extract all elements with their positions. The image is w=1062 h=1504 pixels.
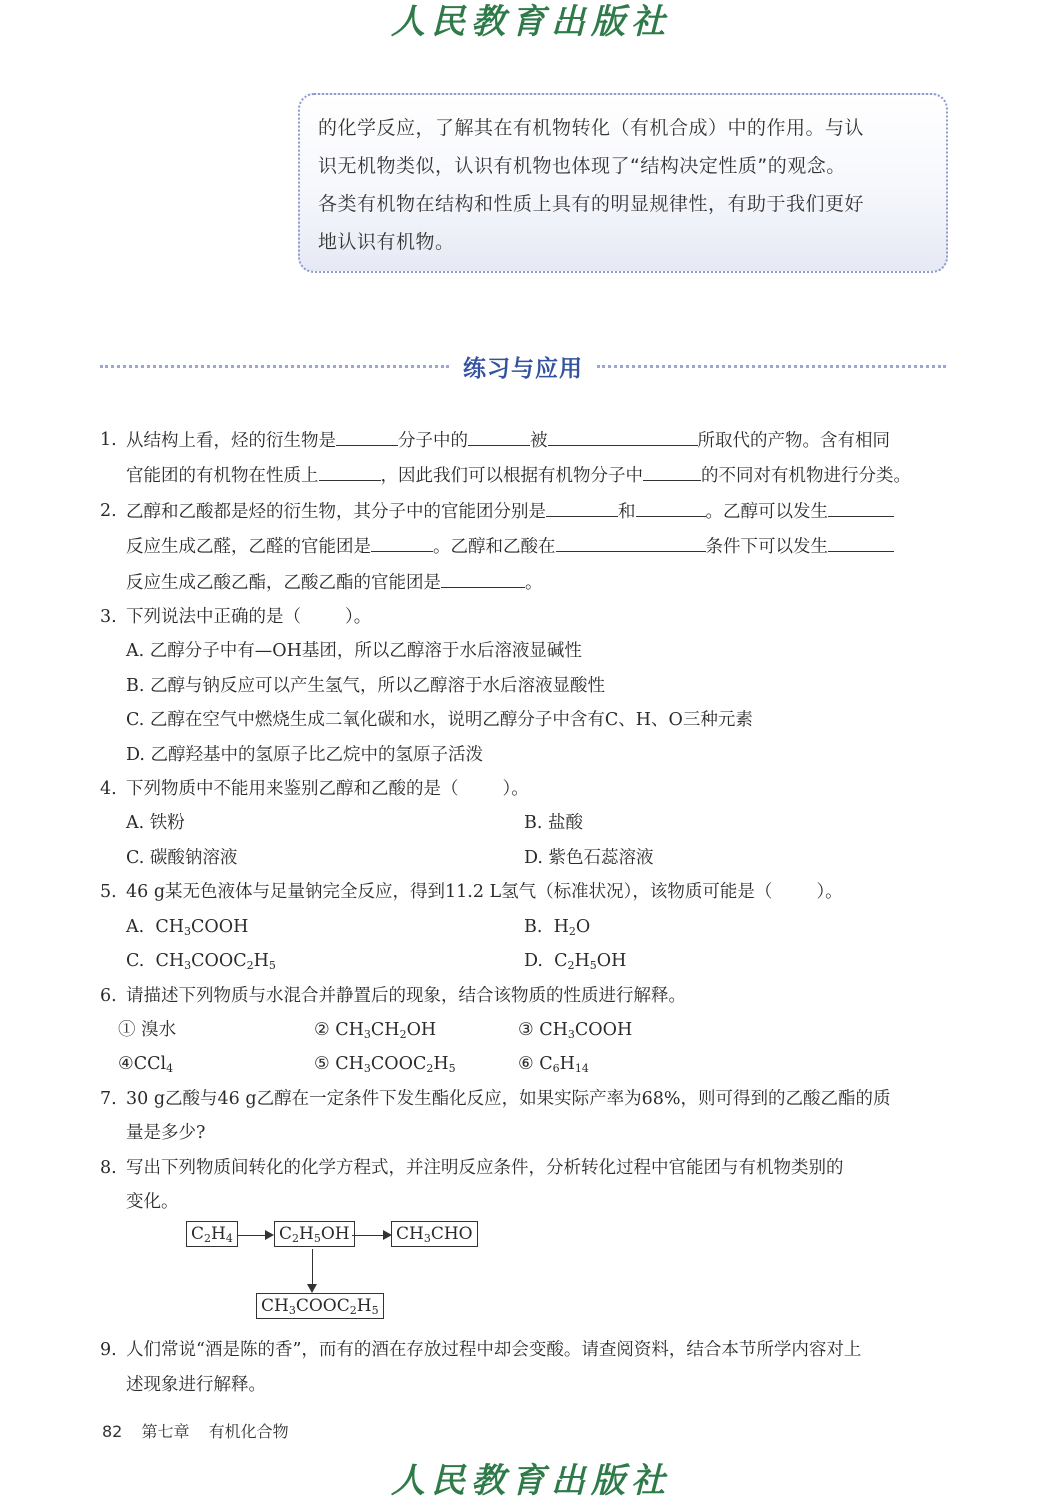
dotted-rule-left bbox=[100, 365, 449, 368]
question-number: 3. bbox=[100, 607, 117, 628]
q1-text: 从结构上看，烃的衍生物是 bbox=[126, 431, 336, 451]
q9-line: 述现象进行解释。 bbox=[126, 1374, 266, 1395]
q2-text: 反应生成乙酸乙酯，乙酸乙酯的官能团是 bbox=[126, 572, 441, 593]
summary-callout bbox=[298, 93, 948, 273]
page-footer bbox=[102, 1419, 303, 1442]
node-acetaldehyde: $CH_3CHO$ bbox=[391, 1221, 478, 1247]
option-d: D. 紫色石蕊溶液 bbox=[524, 847, 654, 868]
option-a: A. $CH_3COOH$ bbox=[126, 916, 249, 938]
q1-text: 被 bbox=[530, 431, 548, 451]
q5-stem-end: ）。 bbox=[816, 882, 843, 903]
item-label: ④ bbox=[118, 1054, 134, 1075]
substance-6: ⑥ $C_6H_{14}$ bbox=[518, 1054, 589, 1076]
option-label: D. bbox=[524, 951, 543, 972]
substance-2: ② $CH_3CH_2OH$ bbox=[314, 1019, 437, 1041]
answer-blank[interactable] bbox=[828, 494, 894, 517]
q1-text: 分子中的 bbox=[398, 431, 468, 451]
answer-blank[interactable] bbox=[371, 529, 433, 552]
question-number: 8. bbox=[100, 1157, 117, 1178]
answer-blank[interactable] bbox=[548, 423, 698, 446]
q2-text: 。 bbox=[525, 572, 543, 593]
question-number: 7. bbox=[100, 1088, 117, 1109]
q7-line: 量是多少? bbox=[126, 1123, 206, 1144]
item-label: ③ bbox=[518, 1019, 534, 1040]
options-grid bbox=[100, 806, 948, 875]
answer-blank[interactable] bbox=[556, 529, 706, 552]
substance-1: ① 溴水 bbox=[118, 1019, 177, 1040]
callout-line: 各类有机物在结构和性质上具有的明显规律性，有助于我们更好 bbox=[318, 193, 865, 215]
section-title: 练习与应用 bbox=[463, 355, 583, 382]
conversion-flowchart bbox=[100, 1219, 948, 1333]
option-a: A. 乙醇分子中有—OH基团，所以乙醇溶于水后溶液显碱性 bbox=[126, 641, 582, 662]
q4-stem: 下列物质中不能用来鉴别乙醇和乙酸的是（ bbox=[126, 779, 459, 800]
q4-stem-end: ）。 bbox=[502, 779, 529, 800]
q5-stem: 46 g某无色液体与足量钠完全反应，得到11.2 L氢气（标准状况），该物质可能是（ bbox=[126, 882, 773, 903]
answer-blank[interactable] bbox=[828, 529, 894, 552]
page-number: 82 bbox=[102, 1422, 123, 1441]
answer-blank[interactable] bbox=[468, 423, 530, 446]
q8-line: 变化。 bbox=[126, 1191, 179, 1212]
option-c: C. 乙醇在空气中燃烧生成二氧化碳和水，说明乙醇分子中含有C、H、O三种元素 bbox=[126, 710, 753, 731]
question-3 bbox=[100, 600, 948, 634]
callout-line: 地认识有机物。 bbox=[318, 231, 455, 253]
q2-text: 条件下可以发生 bbox=[705, 537, 828, 558]
question-4 bbox=[100, 772, 948, 806]
item-label: ⑥ bbox=[518, 1054, 534, 1075]
dotted-rule-right bbox=[597, 365, 946, 368]
question-number: 5. bbox=[100, 882, 117, 903]
question-2 bbox=[100, 494, 948, 600]
answer-blank[interactable] bbox=[636, 494, 706, 517]
question-7 bbox=[100, 1082, 948, 1151]
option-c: C. $CH_3COOC_2H_5$ bbox=[126, 951, 276, 973]
substance-4: ④CCl$_4$ bbox=[118, 1054, 174, 1076]
publisher-logo-bottom: 人民教育出版社 bbox=[391, 1461, 671, 1501]
q2-text: 。乙醇和乙酸在 bbox=[433, 537, 556, 558]
question-number: 1. bbox=[100, 430, 117, 450]
option-a: A. 铁粉 bbox=[126, 813, 185, 834]
answer-blank[interactable] bbox=[546, 494, 618, 517]
answer-blank[interactable] bbox=[643, 458, 701, 481]
q3-stem: 下列说法中正确的是（ bbox=[126, 607, 301, 628]
q1-text: 所取代的产物。含有相同 bbox=[697, 431, 890, 451]
q6-stem: 请描述下列物质与水混合并静置后的现象，结合该物质的性质进行解释。 bbox=[126, 985, 686, 1006]
question-8 bbox=[100, 1151, 948, 1220]
callout-line: 识无机物类似，认识有机物也体现了“结构决定性质”的观念。 bbox=[318, 155, 846, 177]
arrow-down-icon bbox=[312, 1249, 313, 1291]
question-6 bbox=[100, 979, 948, 1013]
section-header bbox=[100, 349, 946, 383]
question-number: 6. bbox=[100, 985, 117, 1006]
substance-grid bbox=[100, 1013, 948, 1082]
q1-text: 的不同对有机物进行分类。 bbox=[701, 466, 911, 487]
question-number: 4. bbox=[100, 779, 117, 800]
q9-line: 人们常说“酒是陈的香”，而有的酒在存放过程中却会变酸。请查阅资料，结合本节所学内容对上 bbox=[126, 1340, 862, 1361]
option-label: A. bbox=[126, 916, 145, 937]
callout-line: 的化学反应，了解其在有机物转化（有机合成）中的作用。与认 bbox=[318, 117, 865, 139]
answer-blank[interactable] bbox=[319, 458, 381, 481]
question-5 bbox=[100, 875, 948, 909]
item-label: ② bbox=[314, 1019, 330, 1040]
option-label: C. bbox=[126, 951, 145, 972]
q2-text: 反应生成乙醛，乙醛的官能团是 bbox=[126, 537, 371, 558]
node-ethanol: $C_2H_5OH$ bbox=[274, 1221, 355, 1247]
node-ethene: $C_2H_4$ bbox=[186, 1221, 238, 1247]
exercise-list bbox=[100, 423, 948, 1402]
arrow-right-icon bbox=[238, 1235, 272, 1236]
question-number: 2. bbox=[100, 500, 117, 521]
option-b: B. 乙醇与钠反应可以产生氢气，所以乙醇溶于水后溶液显酸性 bbox=[126, 675, 605, 696]
answer-blank[interactable] bbox=[336, 423, 398, 446]
chapter-title: 有机化合物 bbox=[208, 1422, 289, 1441]
q8-line: 写出下列物质间转化的化学方程式，并注明反应条件，分析转化过程中官能团与有机物类别的 bbox=[126, 1157, 844, 1178]
option-b: B. 盐酸 bbox=[524, 813, 583, 834]
node-ethyl-acetate: $CH_3COOC_2H_5$ bbox=[256, 1293, 384, 1319]
question-9 bbox=[100, 1333, 948, 1402]
option-d: D. $C_2H_5OH$ bbox=[524, 951, 627, 973]
q3-stem-end: ）。 bbox=[345, 607, 372, 628]
q2-text: 和 bbox=[618, 501, 636, 522]
options-grid bbox=[100, 910, 948, 979]
question-1 bbox=[100, 423, 948, 494]
answer-blank[interactable] bbox=[441, 565, 525, 588]
publisher-logo-top: 人民教育出版社 bbox=[391, 2, 671, 42]
q7-line: 30 g乙酸与46 g乙醇在一定条件下发生酯化反应，如果实际产率为68%，则可得到的乙酸乙酯的质 bbox=[126, 1088, 891, 1109]
chapter-label: 第七章 bbox=[141, 1422, 190, 1441]
option-d: D. 乙醇羟基中的氢原子比乙烷中的氢原子活泼 bbox=[126, 744, 484, 765]
q1-text: 官能团的有机物在性质上 bbox=[126, 466, 319, 487]
option-b: B. $H_2O$ bbox=[524, 916, 591, 938]
substance-3: ③ $CH_3COOH$ bbox=[518, 1019, 633, 1041]
q1-text: ，因此我们可以根据有机物分子中 bbox=[380, 466, 643, 487]
q2-text: 。乙醇可以发生 bbox=[705, 501, 828, 522]
item-label: ⑤ bbox=[314, 1054, 330, 1075]
option-label: B. bbox=[524, 916, 543, 937]
arrow-right-icon bbox=[352, 1235, 390, 1236]
option-c: C. 碳酸钠溶液 bbox=[126, 847, 238, 868]
q2-text: 乙醇和乙酸都是烃的衍生物，其分子中的官能团分别是 bbox=[126, 501, 546, 522]
question-number: 9. bbox=[100, 1340, 117, 1361]
substance-5: ⑤ $CH_3COOC_2H_5$ bbox=[314, 1054, 456, 1076]
